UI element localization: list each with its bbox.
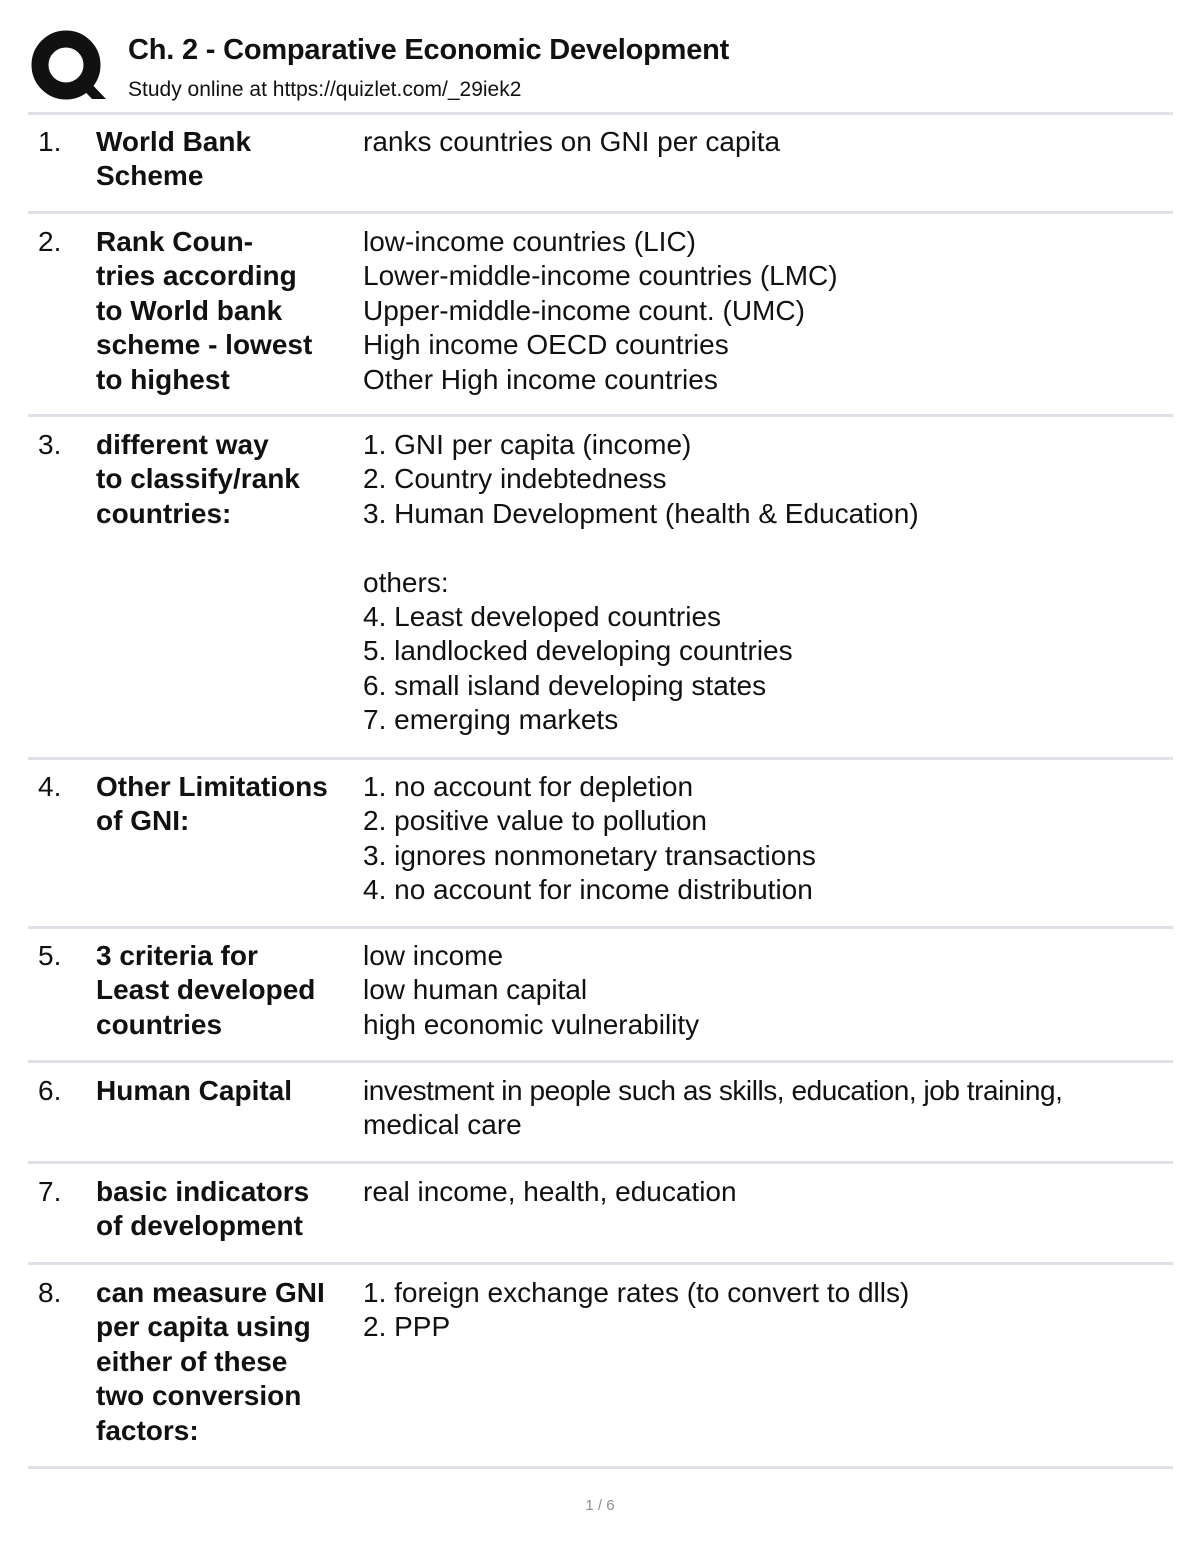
- divider: [28, 1060, 1173, 1063]
- term-line: countries:: [96, 497, 232, 529]
- card-number: 6.: [38, 1075, 62, 1106]
- definition-line: 3. ignores nonmonetary transactions: [363, 839, 816, 871]
- term-line: to classify/rank: [96, 463, 300, 495]
- term-line: can measure GNI: [96, 1277, 325, 1308]
- definition-line: others:: [363, 566, 449, 598]
- term-line: Other Limitations: [96, 771, 328, 802]
- definition-line: 1. foreign exchange rates (to convert to dlls): [363, 1277, 910, 1308]
- card-term: [96, 428, 364, 531]
- card-number: 8.: [38, 1277, 62, 1308]
- definition-spacer: [363, 531, 1173, 565]
- definition-line: investment in people such as skills, education, job training,: [363, 1075, 1063, 1106]
- card-term: [96, 125, 364, 194]
- definition-line: high economic vulnerability: [363, 1008, 700, 1040]
- definition-line: 1. GNI per capita (income): [363, 429, 692, 460]
- term-line: Least developed: [96, 974, 316, 1006]
- divider: [28, 1262, 1173, 1265]
- definition-line: High income OECD countries: [363, 329, 729, 361]
- card-definition: [363, 428, 1173, 738]
- divider: [28, 211, 1173, 214]
- card-definition: [363, 125, 1173, 159]
- definition-line: low-income countries (LIC): [363, 226, 696, 257]
- study-online-link[interactable]: Study online at https://quizlet.com/_29iek2: [128, 78, 522, 101]
- term-line: scheme - lowest: [96, 329, 313, 361]
- term-line: Human Capital: [96, 1075, 293, 1106]
- definition-line: Other High income countries: [363, 363, 718, 395]
- divider: [28, 112, 1173, 115]
- term-line: of development: [96, 1210, 303, 1242]
- definition-line: 5. landlocked developing countries: [363, 635, 793, 667]
- definition-line: 3. Human Development (health & Education): [363, 497, 919, 529]
- definition-line: 7. emerging markets: [363, 704, 619, 736]
- card-number: 4.: [38, 771, 62, 802]
- term-line: basic indicators: [96, 1176, 310, 1207]
- term-line: tries according: [96, 260, 297, 292]
- term-line: Rank Coun-: [96, 226, 254, 257]
- card-definition: [363, 939, 1173, 1042]
- card-definition: [363, 1276, 1173, 1345]
- definition-line: Lower-middle-income countries (LMC): [363, 260, 838, 292]
- card-number: 1.: [38, 126, 62, 157]
- card-term: [96, 770, 364, 839]
- definition-line: real income, health, education: [363, 1176, 737, 1207]
- term-line: 3 criteria for: [96, 940, 258, 971]
- definition-line: ranks countries on GNI per capita: [363, 126, 781, 157]
- card-number: 3.: [38, 429, 62, 460]
- card-number: 5.: [38, 940, 62, 971]
- card-definition: [363, 1074, 1173, 1143]
- card-definition: [363, 1175, 1173, 1209]
- page-title: Ch. 2 - Comparative Economic Development: [128, 34, 730, 66]
- term-line: Scheme: [96, 160, 204, 192]
- card-term: [96, 1175, 364, 1244]
- definition-line: 4. Least developed countries: [363, 601, 722, 633]
- card-term: [96, 939, 364, 1042]
- term-line: to highest: [96, 363, 230, 395]
- card-definition: [363, 770, 1173, 908]
- card-term: [96, 1074, 364, 1108]
- card-term: [96, 225, 364, 397]
- definition-line: medical care: [363, 1109, 522, 1141]
- divider: [28, 414, 1173, 417]
- term-line: of GNI:: [96, 805, 190, 837]
- divider: [28, 757, 1173, 760]
- quizlet-logo-icon: [30, 28, 106, 104]
- definition-line: 2. positive value to pollution: [363, 805, 707, 837]
- card-number: 7.: [38, 1176, 62, 1207]
- divider: [28, 926, 1173, 929]
- definition-line: Upper-middle-income count. (UMC): [363, 294, 805, 326]
- definition-line: 2. PPP: [363, 1311, 451, 1343]
- term-line: factors:: [96, 1414, 199, 1446]
- definition-line: low income: [363, 940, 504, 971]
- divider: [28, 1466, 1173, 1469]
- term-line: different way: [96, 429, 269, 460]
- page-number: 1 / 6: [585, 1497, 615, 1514]
- term-line: to World bank: [96, 294, 283, 326]
- definition-line: 1. no account for depletion: [363, 771, 694, 802]
- term-line: two conversion: [96, 1380, 302, 1412]
- divider: [28, 1161, 1173, 1164]
- term-line: per capita using: [96, 1311, 311, 1343]
- card-definition: [363, 225, 1173, 397]
- definition-line: 6. small island developing states: [363, 669, 767, 701]
- term-line: either of these: [96, 1345, 288, 1377]
- term-line: World Bank: [96, 126, 252, 157]
- card-number: 2.: [38, 226, 62, 257]
- card-term: [96, 1276, 364, 1448]
- term-line: countries: [96, 1008, 223, 1040]
- definition-line: 4. no account for income distribution: [363, 874, 813, 906]
- definition-line: 2. Country indebtedness: [363, 463, 667, 495]
- definition-line: low human capital: [363, 974, 588, 1006]
